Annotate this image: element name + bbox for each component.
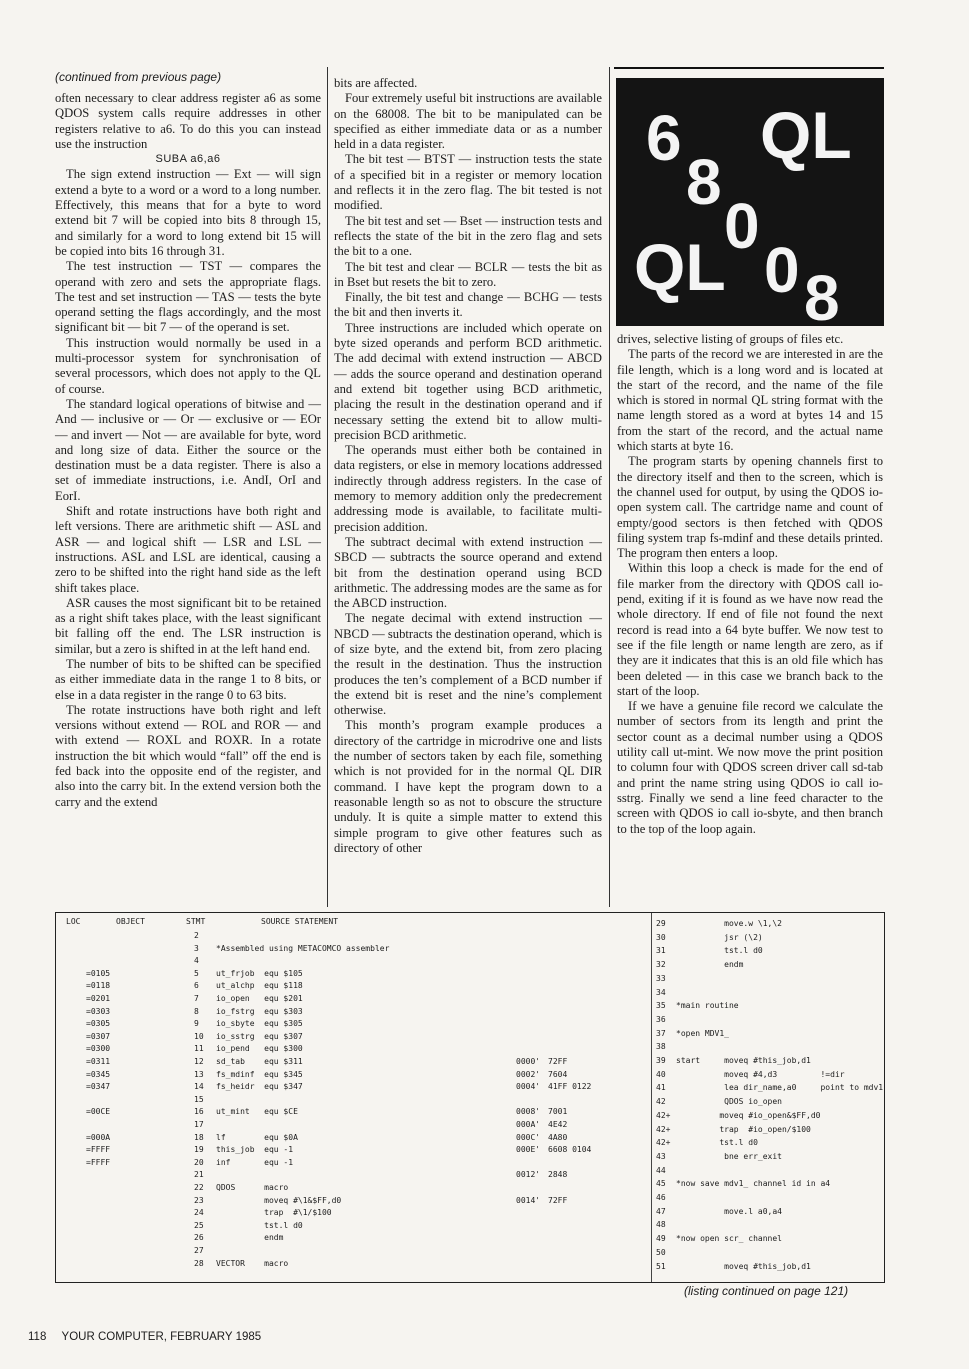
listing-stmt-number: 12 (194, 1057, 204, 1066)
listing-stmt-number: 42+ (656, 1124, 671, 1134)
listing-stmt-number: 31 (656, 946, 666, 956)
listing-object: 72FF (548, 1195, 568, 1205)
listing-stmt-number: 42+ (656, 1138, 671, 1148)
listing-source: io_sbyte equ $305 (216, 1019, 303, 1029)
listing-source: sd_tab equ $311 (216, 1057, 303, 1066)
68008-ql-logo (616, 78, 884, 326)
listing-stmt-number: 29 (656, 919, 666, 928)
logo-char: 0 (764, 234, 800, 306)
listing-stmt-number: 28 (194, 1258, 204, 1268)
article-paragraph: The sign extend instruction — Ext — will sign extend a byte to a word or a word to a long number. Effectively, this means that for a byte to word extend bit 7 will be copied into bits 8 through 15, and similarly for a word to long extend bit 15 will be copied into bits 16 through 31. (55, 167, 321, 258)
listing-stmt-number: 42+ (656, 1110, 671, 1120)
listing-loc: 0012' (516, 1170, 541, 1180)
article-paragraph: Four extremely useful bit instructions are available on the 68008. The bit to be manipulated can be specified as either immediate data or as a number held in a data register. (334, 91, 602, 152)
article-paragraph: The parts of the record we are interested in are the file length, which is a long word and is located at the start of the record, and the name of the file which is stored in normal QL string format with the name length stored as a word at bytes 14 and 15 from the start of the record, and the actual name which starts at byte 16. (617, 347, 883, 454)
program-listing (55, 912, 885, 1283)
listing-source: tst.l d0 (216, 1220, 303, 1230)
article-paragraph: The negate decimal with extend instruction — NBCD — subtracts the destination operand, which is of size byte, and the extend bit, from zero placing the result in the destination. Thus the instruction produces the ten’s complement of a BCD number if the extend bit is reset and the nine’s complement otherwise. (334, 611, 602, 718)
listing-stmt-number: 14 (194, 1082, 204, 1092)
listing-stmt-number: 8 (194, 1006, 199, 1016)
listing-source: bne err_exit (676, 1151, 782, 1161)
listing-loc: =0303 (86, 1006, 111, 1016)
listing-loc: =0105 (86, 968, 111, 978)
listing-loc: 0008' (516, 1107, 541, 1117)
listing-source: *main routine (676, 1001, 739, 1011)
article-paragraph: The program starts by opening channels first to the directory itself and then to the screen, which is the channel used for output, by using the QDOS io-open system call. The cartridge name and count of empty/good sectors is then fetched with QDOS filing system trap fs-mdinf and these details printed. The program then enters a loop. (617, 454, 883, 561)
listing-source: QDOS io_open (676, 1097, 782, 1107)
logo-char: 0 (724, 190, 760, 262)
listing-stmt-number: 40 (656, 1069, 666, 1079)
article-paragraph: Finally, the bit test and change — BCHG — tests the bit and then inverts it. (334, 290, 602, 320)
listing-stmt-number: 33 (656, 973, 666, 983)
listing-stmt-number: 17 (194, 1120, 204, 1129)
column-rule (327, 67, 328, 907)
listing-loc: 000C' (516, 1132, 541, 1142)
listing-stmt-number: 34 (656, 987, 666, 997)
listing-source: this_job equ -1 (216, 1145, 294, 1155)
article-paragraph: The subtract decimal with extend instruction — SBCD — subtracts the source operand and extend bit from the destination operand using BCD arithmetic. The addressing modes are the same as for the ABCD instruction. (334, 534, 602, 611)
listing-source: io_sstrg equ $307 (216, 1031, 303, 1041)
listing-object: 2848 (548, 1170, 568, 1180)
listing-stmt-number: 23 (194, 1195, 204, 1205)
listing-object: 7604 (548, 1069, 568, 1079)
listing-stmt-number: 32 (656, 960, 666, 970)
listing-stmt-number: 27 (194, 1246, 204, 1255)
listing-source: jsr (\2) (676, 932, 763, 942)
magazine-issue: YOUR COMPUTER, FEBRUARY 1985 (61, 1331, 262, 1343)
listing-source: moveq #this_job,d1 (676, 1261, 811, 1271)
listing-source: io_pend equ $300 (216, 1044, 303, 1054)
article-paragraph: The bit test and set — Bset — instruction tests and reflects the state of the bit in the zero flag and sets the bit to a one. (334, 213, 602, 259)
listing-stmt-number: 50 (656, 1247, 666, 1257)
listing-stmt-number: 24 (194, 1208, 204, 1218)
listing-stmt-number: 36 (656, 1014, 666, 1024)
listing-stmt-number: 41 (656, 1083, 666, 1093)
listing-loc: =0347 (86, 1082, 111, 1092)
article-paragraph: The test instruction — TST — compares the operand with zero and sets the appropriate flags. The test and set instruction — TAS — tests the byte operand setting the flags accordingly, and the most significant bit — bit 7 — of the operand is set. (55, 259, 321, 335)
article-column-3 (617, 332, 883, 837)
article-paragraph: This month’s program example produces a directory of the cartridge in microdrive one and lists the number of sectors taken by each file, something which is not provided for in the normal QL DIR command. I have kept the program down to a reasonable length so as not to obscure the structure unduly. It is quite a simple matter to extend this simple program to give other features such as directory of other (334, 718, 602, 855)
article-paragraph: This instruction would normally be used in a multi-processor system for synchronisation of several processors, which does not apply to the QL of course. (55, 335, 321, 396)
listing-stmt-number: 3 (194, 943, 199, 953)
listing-stmt-number: 49 (656, 1234, 666, 1244)
top-rule (614, 67, 884, 69)
logo-char: 8 (686, 146, 722, 218)
listing-stmt-number: 42 (656, 1097, 666, 1107)
listing-source: ut_frjob equ $105 (216, 968, 303, 978)
listing-source: move.l a0,a4 (676, 1206, 782, 1216)
listing-loc: 0000' (516, 1057, 541, 1066)
listing-source: tst.l d0 (676, 946, 763, 956)
listing-header-stmt: STMT (186, 917, 206, 926)
listing-object: 4E42 (548, 1120, 568, 1129)
listing-source: endm (676, 960, 744, 970)
listing-stmt-number: 15 (194, 1094, 204, 1104)
article-paragraph: ASR causes the most significant bit to be retained as a right shift takes place, with the least significant bit falling off the end. The LSR instruction is similar, but a zero is shifted in at the left hand end. (55, 595, 321, 656)
listing-source: ut_mint equ $CE (216, 1107, 298, 1117)
article-column-2 (334, 76, 602, 856)
listing-object: 6608 0104 (548, 1145, 592, 1155)
listing-loc: =000A (86, 1132, 111, 1142)
listing-source: trap #\1/$100 (216, 1208, 332, 1218)
listing-stmt-number: 18 (194, 1132, 204, 1142)
listing-loc: 000A' (516, 1120, 541, 1129)
listing-source: start moveq #this_job,d1 (676, 1056, 811, 1065)
listing-source: ut_alchp equ $118 (216, 981, 303, 991)
listing-source: io_open equ $201 (216, 994, 303, 1003)
listing-object: 7001 (548, 1107, 568, 1117)
listing-stmt-number: 21 (194, 1170, 204, 1180)
listing-loc: =0300 (86, 1044, 111, 1054)
listing-source: moveq #io_open&$FF,d0 (676, 1110, 821, 1120)
listing-stmt-number: 16 (194, 1107, 204, 1117)
listing-source: fs_heidr equ $347 (216, 1082, 303, 1092)
article-paragraph: bits are affected. (334, 76, 418, 90)
listing-object: 72FF (548, 1057, 568, 1066)
listing-stmt-number: 48 (656, 1220, 666, 1230)
listing-stmt-number: 45 (656, 1179, 666, 1189)
listing-loc: =0345 (86, 1069, 111, 1079)
listing-loc: =FFFF (86, 1145, 111, 1155)
listing-header-loc: LOC (66, 917, 81, 926)
listing-source: tst.l d0 (676, 1138, 758, 1148)
listing-stmt-number: 38 (656, 1042, 666, 1052)
listing-stmt-number: 6 (194, 981, 199, 991)
article-paragraph: Within this loop a check is made for the end of file marker from the directory with QDOS call io-pend, exiting if it is found as we have now read the whole directory. If end of file not found the next record is read into a 64 byte buffer. We now test to see if the file length or name length are zero, as if they are it indicates that this is an old file which has been deleted — in this case we branch back to the start of the loop. (617, 561, 883, 698)
article-column-1 (55, 91, 321, 810)
listing-source: fs_mdinf equ $345 (216, 1069, 303, 1079)
listing-loc: =FFFF (86, 1157, 111, 1167)
article-paragraph: SUBA a6,a6 (155, 153, 221, 166)
article-paragraph: Three instructions are included which operate on byte sized operands and perform BCD arithmetic. The add decimal with extend instruction — ABCD — adds the source operand and destination operand and extend bit together using BCD arithmetic, placing the result in the destination operand and if necessary setting the extend bit to allow multi-precision BCD arithmetic. (334, 320, 602, 442)
column-rule (609, 67, 610, 907)
listing-stmt-number: 46 (656, 1193, 666, 1202)
article-paragraph: drives, selective listing of groups of files etc. (617, 332, 844, 346)
listing-stmt-number: 51 (656, 1261, 666, 1271)
logo-ql: QL (760, 98, 852, 172)
listing-stmt-number: 4 (194, 956, 199, 966)
logo-ql: QL (634, 230, 726, 304)
listing-stmt-number: 44 (656, 1165, 666, 1175)
listing-loc: =0311 (86, 1057, 111, 1066)
listing-stmt-number: 11 (194, 1044, 204, 1054)
article-paragraph: The bit test and clear — BCLR — tests the bit as in Bset but resets the bit to zero. (334, 259, 602, 289)
listing-source: *open MDV1_ (676, 1028, 729, 1038)
listing-stmt-number: 13 (194, 1069, 204, 1079)
page-footer (28, 1331, 261, 1343)
listing-stmt-number: 39 (656, 1056, 666, 1065)
listing-stmt-number: 25 (194, 1220, 204, 1230)
listing-stmt-number: 9 (194, 1019, 199, 1029)
article-paragraph: The standard logical operations of bitwise and — And — inclusive or — Or — exclusive or — EOr — and invert — Not — are available for byte, word and long size of data. Either the source or the destination must be a data register. There is also a set of immediate instructions, i.e. AndI, OrI and EorI. (55, 396, 321, 503)
listing-loc: =0118 (86, 981, 111, 991)
listing-loc: =00CE (86, 1107, 111, 1117)
listing-loc: 0004' (516, 1082, 541, 1092)
listing-stmt-number: 22 (194, 1183, 204, 1192)
listing-stmt-number: 20 (194, 1157, 204, 1167)
listing-stmt-number: 7 (194, 994, 199, 1003)
listing-header-source: SOURCE STATEMENT (261, 917, 339, 926)
listing-object: 41FF 0122 (548, 1082, 592, 1092)
listing-object: 4A80 (548, 1132, 568, 1142)
listing-source: *Assembled using METACOMCO assembler (216, 943, 390, 953)
listing-source: inf equ -1 (216, 1157, 294, 1167)
listing-stmt-number: 5 (194, 968, 199, 978)
listing-source: lf equ $0A (216, 1132, 298, 1142)
logo-char: 8 (804, 262, 840, 326)
article-paragraph: If we have a genuine file record we calculate the number of sectors from its length and print the sector count as a decimal number using a QDOS utility call ut-mint. We now move the print position to column four with QDOS screen driver call sd-tab and print the name string using QDOS io call io-sstrg. Finally we send a line feed character to the screen with QDOS io call io-sbyte, and then branch to the top of the loop again. (617, 699, 883, 836)
listing-header-object: OBJECT (116, 917, 145, 926)
listing-loc: =0201 (86, 994, 111, 1003)
article-paragraph: The bit test — BTST — instruction tests the state of a specified bit in a register or memory location and reflects it in the zero flag. The bit tested is not modified. (334, 152, 602, 213)
listing-source: *now save mdv1_ channel id in a4 (676, 1179, 831, 1189)
listing-loc: 0002' (516, 1069, 541, 1079)
listing-source: moveq #\1&$FF,d0 (216, 1195, 342, 1205)
listing-source: VECTOR macro (216, 1258, 289, 1268)
listing-stmt-number: 30 (656, 932, 666, 942)
listing-source: *now open scr_ channel (676, 1234, 782, 1244)
listing-source: endm (216, 1233, 284, 1243)
listing-stmt-number: 43 (656, 1151, 666, 1161)
article-paragraph: The rotate instructions have both right and left versions without extend — ROL and ROR — and with extend — ROXL and ROXR. In a rotate instruction the bit which would “fall” off the end is fed back into the opposite end of the register, and also into the carry bit. In the extend version both the carry and the extend (55, 702, 321, 809)
listing-source: trap #io_open/$100 (676, 1124, 811, 1134)
listing-loc: =0307 (86, 1031, 111, 1041)
listing-loc: 0014' (516, 1195, 541, 1205)
listing-source: moveq #4,d3 !=dir (676, 1069, 845, 1079)
listing-source: QDOS macro (216, 1183, 289, 1192)
article-paragraph: The number of bits to be shifted can be specified as either immediate data in the range 1 to 8 bits, or else in a data register in the range 0 to 63 bits. (55, 656, 321, 702)
page-number: 118 (28, 1331, 47, 1343)
listing-source: lea dir_name,a0 point to mdv1 (676, 1083, 884, 1093)
listing-source: io_fstrg equ $303 (216, 1006, 303, 1016)
listing-source: move.w \1,\2 (676, 919, 782, 928)
listing-continued-note: (listing continued on page 121) (684, 1284, 849, 1298)
listing-stmt-number: 2 (194, 931, 199, 940)
logo-char: 6 (646, 102, 682, 174)
listing-stmt-number: 47 (656, 1206, 666, 1216)
article-paragraph: The operands must either both be contained in data registers, or else in memory locations addressed indirectly through address registers. In the case of memory to memory addition only the predecrement addressing mode is available, to facilitate multi-precision addition. (334, 443, 602, 534)
article-paragraph: Shift and rotate instructions have both right and left versions. There are arithmetic shift — ASL and ASR — and logical shift — LSR and LSL — instructions. ASL and LSL are identical, causing a zero to be shifted into the right hand side as the left shift takes place. (55, 504, 321, 595)
listing-stmt-number: 19 (194, 1145, 204, 1155)
listing-stmt-number: 37 (656, 1028, 666, 1038)
continued-note: (continued from previous page) (55, 70, 222, 84)
article-paragraph: often necessary to clear address register a6 as some QDOS system calls require addresses in other registers relative to a6. To do this you can instead use the instruction (55, 91, 321, 151)
listing-loc: =0305 (86, 1019, 111, 1029)
listing-stmt-number: 10 (194, 1031, 204, 1041)
listing-divider (651, 913, 652, 1282)
listing-stmt-number: 26 (194, 1233, 204, 1243)
listing-loc: 000E' (516, 1145, 541, 1155)
listing-stmt-number: 35 (656, 1001, 666, 1011)
